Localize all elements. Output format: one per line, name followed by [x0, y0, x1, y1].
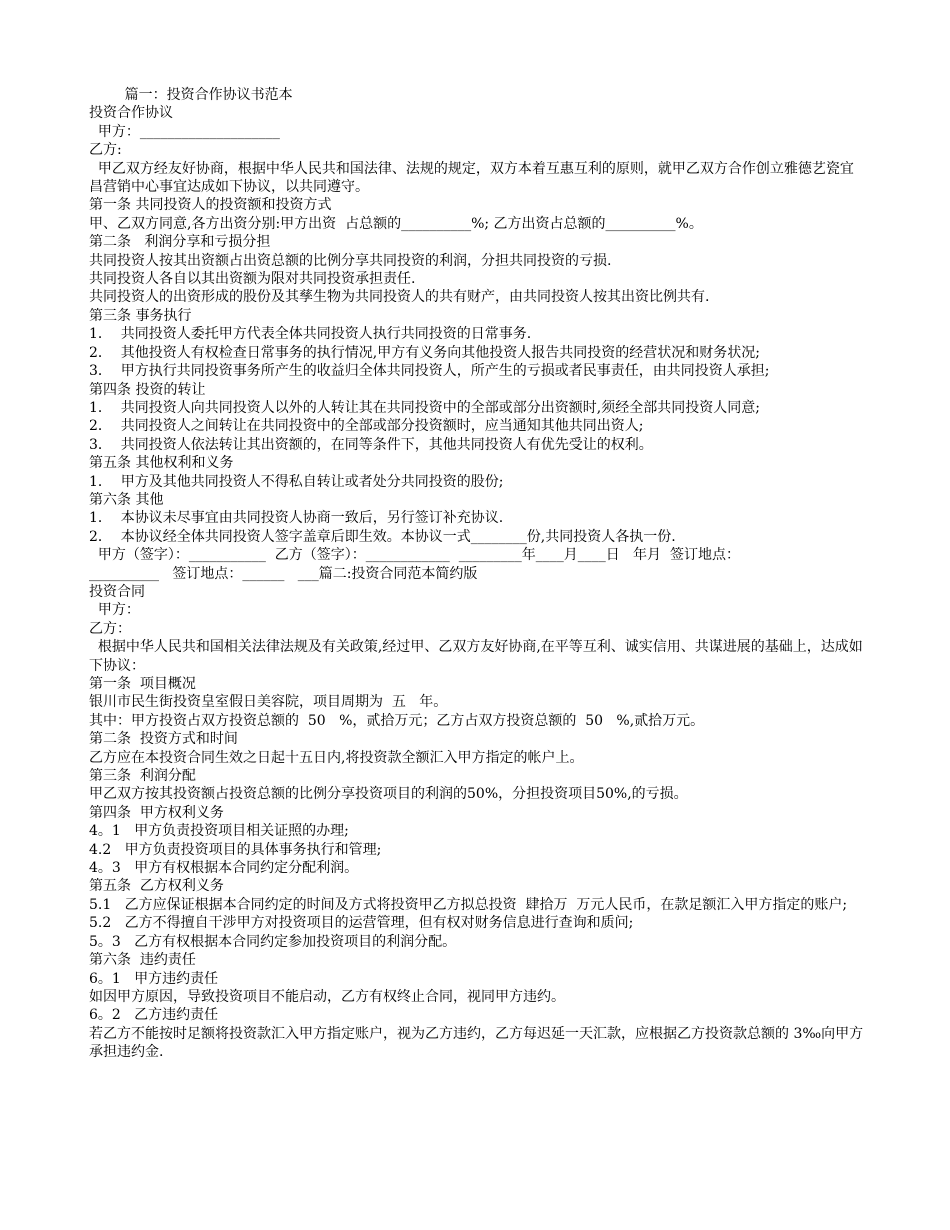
- part2-party-b: 乙方：: [89, 620, 131, 637]
- part2-title: 投资合同: [89, 583, 145, 600]
- part1-article-3-item: 1． 共同投资人委托甲方代表全体共同投资人执行共同投资的日常事务.: [89, 326, 532, 343]
- part2-article-6-2-text: 若乙方不能按时足额将投资款汇入甲方指定账户，视为乙方违约，乙方每迟延一天汇款，应根据乙方投资款总额的 3‰向甲方承担违约金.: [89, 1025, 864, 1061]
- part2-article-4-item: 4.2 甲方负责投资项目的具体事务执行和管理;: [89, 841, 382, 858]
- part1-article-3-item: 2． 其他投资人有权检查日常事务的执行情况,甲方有义务向其他投资人报告共同投资的经营状况和财务状况;: [89, 344, 760, 361]
- part2-party-a: 甲方：: [89, 602, 140, 619]
- part1-article-1-title: 第一条 共同投资人的投资额和投资方式: [89, 197, 332, 214]
- part1-article-2-title: 第二条 利润分享和亏损分担: [89, 234, 271, 251]
- part2-article-1-title: 第一条 项目概况: [89, 676, 196, 692]
- part1-heading: 篇一：投资合作协议书范本: [89, 87, 293, 103]
- part2-article-5-title: 第五条 乙方权利义务: [89, 878, 224, 895]
- part2-article-3-title: 第三条 利润分配: [89, 768, 196, 785]
- signature-place-and-part2-heading: __________ 签订地点：______ ___篇二:投资合同范本简约版: [89, 565, 478, 582]
- part1-article-6-item: 2． 本协议经全体共同投资人签字盖章后即生效。本协议一式________份,共同投资人各执一份.: [89, 528, 676, 545]
- part2-article-3-text: 甲乙双方按其投资额占投资总额的比例分享投资项目的利润的50%，分担投资项目50%,的亏损。: [89, 786, 688, 803]
- part1-article-6-item: 1． 本协议未尽事宜由共同投资人协商一致后，另行签订补充协议.: [89, 510, 504, 527]
- part2-preamble: 根据中华人民共和国相关法律法规及有关政策,经过甲、乙双方友好协商,在平等互利、诚实信用、共谋进展的基础上，达成如下协议：: [89, 639, 863, 674]
- part1-article-5-item: 1． 甲方及其他共同投资人不得私自转让或者处分共同投资的股份;: [89, 473, 504, 490]
- signature-line: 甲方（签字）：___________ 乙方（签字）：____________ _________年____月____日 年月 签订地点：: [89, 547, 740, 564]
- part1-article-4-item: 2． 共同投资人之间转让在共同投资中的全部或部分投资额时，应当通知其他共同出资人;: [89, 418, 644, 435]
- part1-article-5-title: 第五条 其他权利和义务: [89, 455, 234, 472]
- part2-article-6-1-text: 如因甲方原因，导致投资项目不能启动，乙方有权终止合同，视同甲方违约。: [89, 988, 565, 1005]
- part1-article-4-item: 3． 共同投资人依法转让其出资额的，在同等条件下，其他共同投资人有优先受让的权利。: [89, 436, 653, 453]
- part1-article-3-title: 第三条 事务执行: [89, 307, 192, 324]
- part1-article-1-text: 甲、乙双方同意,各方出资分别:甲方出资 占总额的__________%; 乙方出资占总额的__________%。: [89, 215, 703, 232]
- document-page: [89, 86, 864, 1062]
- part2-article-4-title: 第四条 甲方权利义务: [89, 804, 224, 821]
- part1-article-6-title: 第六条 其他: [89, 491, 164, 508]
- part2-article-4-item: 4。3 甲方有权根据本合同约定分配利润。: [89, 860, 359, 877]
- part2-article-4-item: 4。1 甲方负责投资项目相关证照的办理;: [89, 823, 349, 840]
- part2-article-2-title: 第二条 投资方式和时间: [89, 731, 238, 748]
- part1-preamble: 甲乙双方经友好协商，根据中华人民共和国法律、法规的规定，双方本着互惠互利的原则，就甲乙双方合作创立雅德艺瓷宜昌营销中心事宜达成如下协议，以共同遵守。: [89, 160, 854, 196]
- part2-article-5-item: 5。3 乙方有权根据本合同约定参加投资项目的利润分配。: [89, 933, 457, 950]
- part1-article-4-title: 第四条 投资的转让: [89, 381, 206, 398]
- part2-article-1-line: 银川市民生街投资皇室假日美容院，项目周期为 五 年。: [89, 694, 448, 711]
- part2-article-5-item: 5.2 乙方不得擅自干涉甲方对投资项目的运营管理，但有权对财务信息进行查询和质问;: [89, 915, 634, 932]
- part2-article-1-line: 其中：甲方投资占双方投资总额的 50 %，贰拾万元；乙方占双方投资总额的 50 %,贰拾万元。: [89, 712, 705, 729]
- part2-article-6-1-title: 6。1 甲方违约责任: [89, 970, 219, 987]
- part1-party-b: 乙方:: [89, 142, 122, 159]
- part1-article-3-item: 3． 甲方执行共同投资事务所产生的收益归全体共同投资人，所产生的亏损或者民事责任，由共同投资人承担;: [89, 363, 770, 380]
- part2-article-6-title: 第六条 违约责任: [89, 952, 196, 969]
- part1-article-2-line: 共同投资人的出资形成的股份及其孳生物为共同投资人的共有财产，由共同投资人按其出资比例共有.: [89, 289, 710, 306]
- part1-party-a: 甲方：____________________: [89, 123, 280, 140]
- part1-article-2-line: 共同投资人各自以其出资额为限对共同投资承担责任.: [89, 271, 416, 288]
- part2-article-6-2-title: 6。2 乙方违约责任: [89, 1007, 219, 1024]
- part2-article-5-item: 5.1 乙方应保证根据本合同约定的时间及方式将投资甲乙方拟总投资 肆拾万 万元人民币，在款足额汇入甲方指定的账户;: [89, 896, 848, 913]
- part1-title: 投资合作协议: [89, 105, 173, 122]
- part1-article-4-item: 1． 共同投资人向共同投资人以外的人转让其在共同投资中的全部或部分出资额时,须经全部共同投资人同意;: [89, 399, 760, 416]
- part1-article-2-line: 共同投资人按其出资额占出资总额的比例分享共同投资的利润，分担共同投资的亏损.: [89, 252, 612, 269]
- part2-article-2-text: 乙方应在本投资合同生效之日起十五日内,将投资款全额汇入甲方指定的帐户上。: [89, 749, 584, 766]
